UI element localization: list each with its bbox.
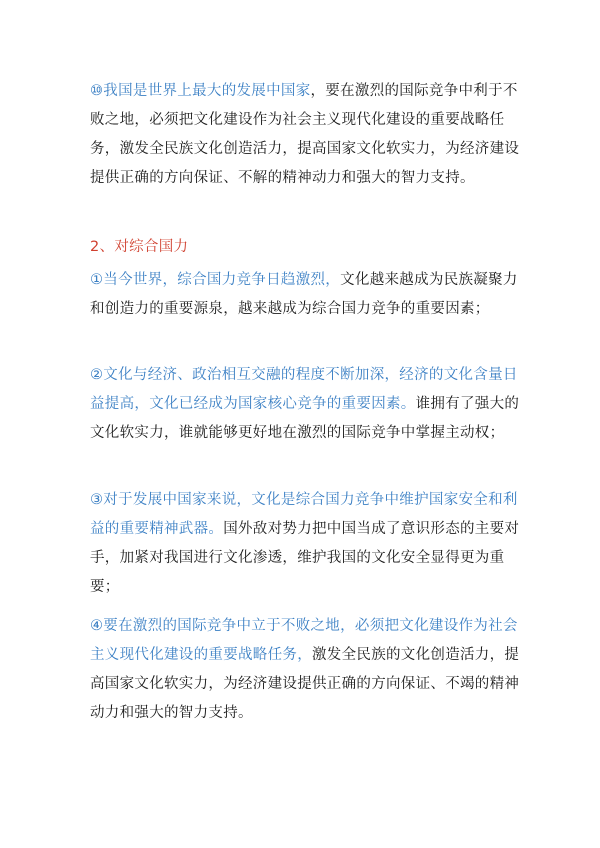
point-item-2 xyxy=(90,361,522,448)
section-heading: 2、对综合国力 xyxy=(90,239,189,255)
paragraph-text: ，要在激烈的国际竞争中利于不败之地，必须把文化建设作为社会主义现代化建设的重要战略任务，激发全民族文化创造活力，提高国家文化软实力，为经济建设提供正确的方向保证、不解的精神动力和强大的智力支持。 xyxy=(90,83,520,186)
point-text: 国外敌对势力把中国当成了意识形态的主要对手，加紧对我国进行文化渗透，维护我国的文化安全显得更为重要； xyxy=(90,521,520,595)
point-item-3 xyxy=(90,486,522,602)
point-item-1 xyxy=(90,266,522,324)
point-highlight: ①当今世界，综合国力竞争日趋激烈， xyxy=(90,272,341,288)
point-text: 文化越来越成为民族凝聚力和创造力的重要源泉，越来越成为综合国力竞争的重要因素； xyxy=(90,272,518,317)
point-item-4 xyxy=(90,612,522,728)
point-highlight: ②文化与经济、政治相互交融的程度不断加深，经济的文化含量日益提高，文化已经成为国家核心竞争的重要因素。 xyxy=(90,367,518,412)
point-highlight: ③对于发展中国家来说，文化是综合国力竞争中维护国家安全和利益的重要精神武器。 xyxy=(90,492,518,537)
point-text: 谁拥有了强大的文化软实力，谁就能够更好地在激烈的国际竞争中掌握主动权； xyxy=(90,396,520,441)
paragraph-largest-developing-country xyxy=(90,77,522,193)
paragraph-highlight: ⑩我国是世界上最大的发展中国家 xyxy=(90,83,311,99)
point-highlight: ④要在激烈的国际竞争中立于不败之地，必须把文化建设作为社会主义现代化建设的重要战略任务， xyxy=(90,618,518,663)
point-text: 激发全民族的文化创造活力，提高国家文化软实力，为经济建设提供正确的方向保证、不竭的精神动力和强大的智力支持。 xyxy=(90,647,520,721)
